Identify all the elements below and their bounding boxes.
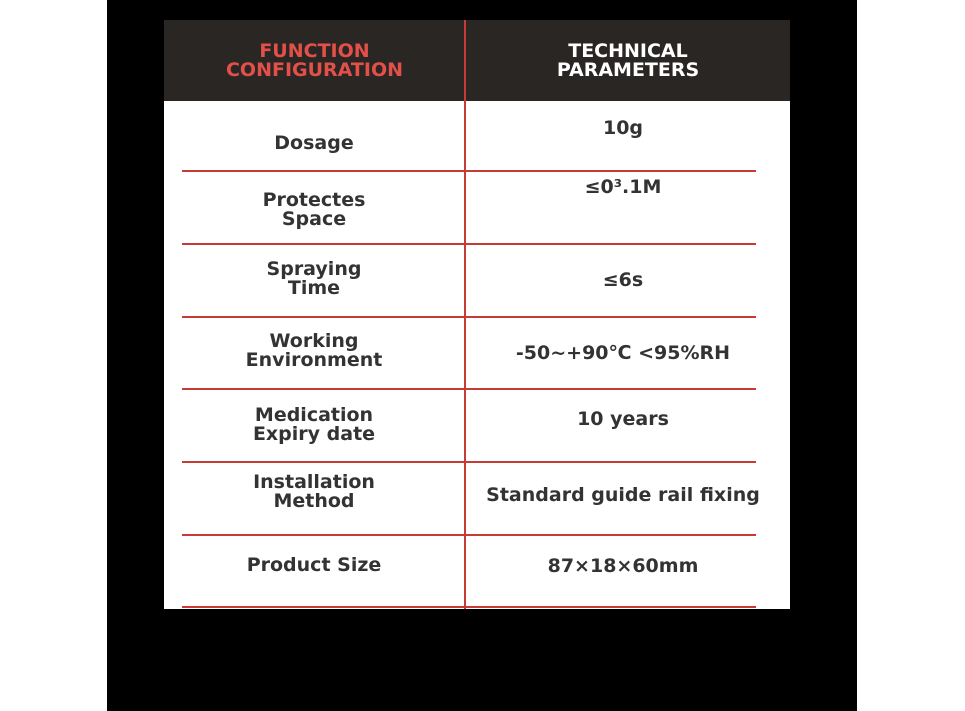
header-function-configuration: FUNCTION CONFIGURATION: [225, 39, 403, 81]
row-value: 10 years: [577, 408, 669, 430]
row-label: Product Size: [246, 553, 382, 576]
row-label: Protectes Space: [262, 188, 366, 230]
row-value: Standard guide rail fixing: [486, 484, 760, 506]
row-label: Spraying Time: [266, 257, 362, 299]
row-label: Dosage: [274, 132, 354, 154]
row-divider: [182, 606, 756, 608]
row-label: Installation Method: [253, 470, 375, 512]
spec-table: [164, 20, 790, 609]
table-row: [164, 172, 790, 243]
table-row: [164, 101, 790, 170]
row-label: Working Environment: [245, 330, 383, 371]
table-row: [164, 390, 790, 461]
row-value: -50~+90℃ <95%RH: [515, 341, 731, 364]
table-header: [164, 20, 790, 101]
table-row: [164, 463, 790, 534]
row-value: ≤6s: [602, 269, 644, 291]
row-value: 10g: [602, 117, 644, 139]
header-technical-parameters: TECHNICAL PARAMETERS: [556, 39, 700, 81]
table-row: [164, 245, 790, 316]
table-row: [164, 318, 790, 388]
table-row: [164, 536, 790, 606]
row-label: Medication Expiry date: [252, 403, 376, 445]
row-value: 87×18×60mm: [547, 554, 699, 577]
row-value: ≤0³.1M: [584, 176, 662, 198]
